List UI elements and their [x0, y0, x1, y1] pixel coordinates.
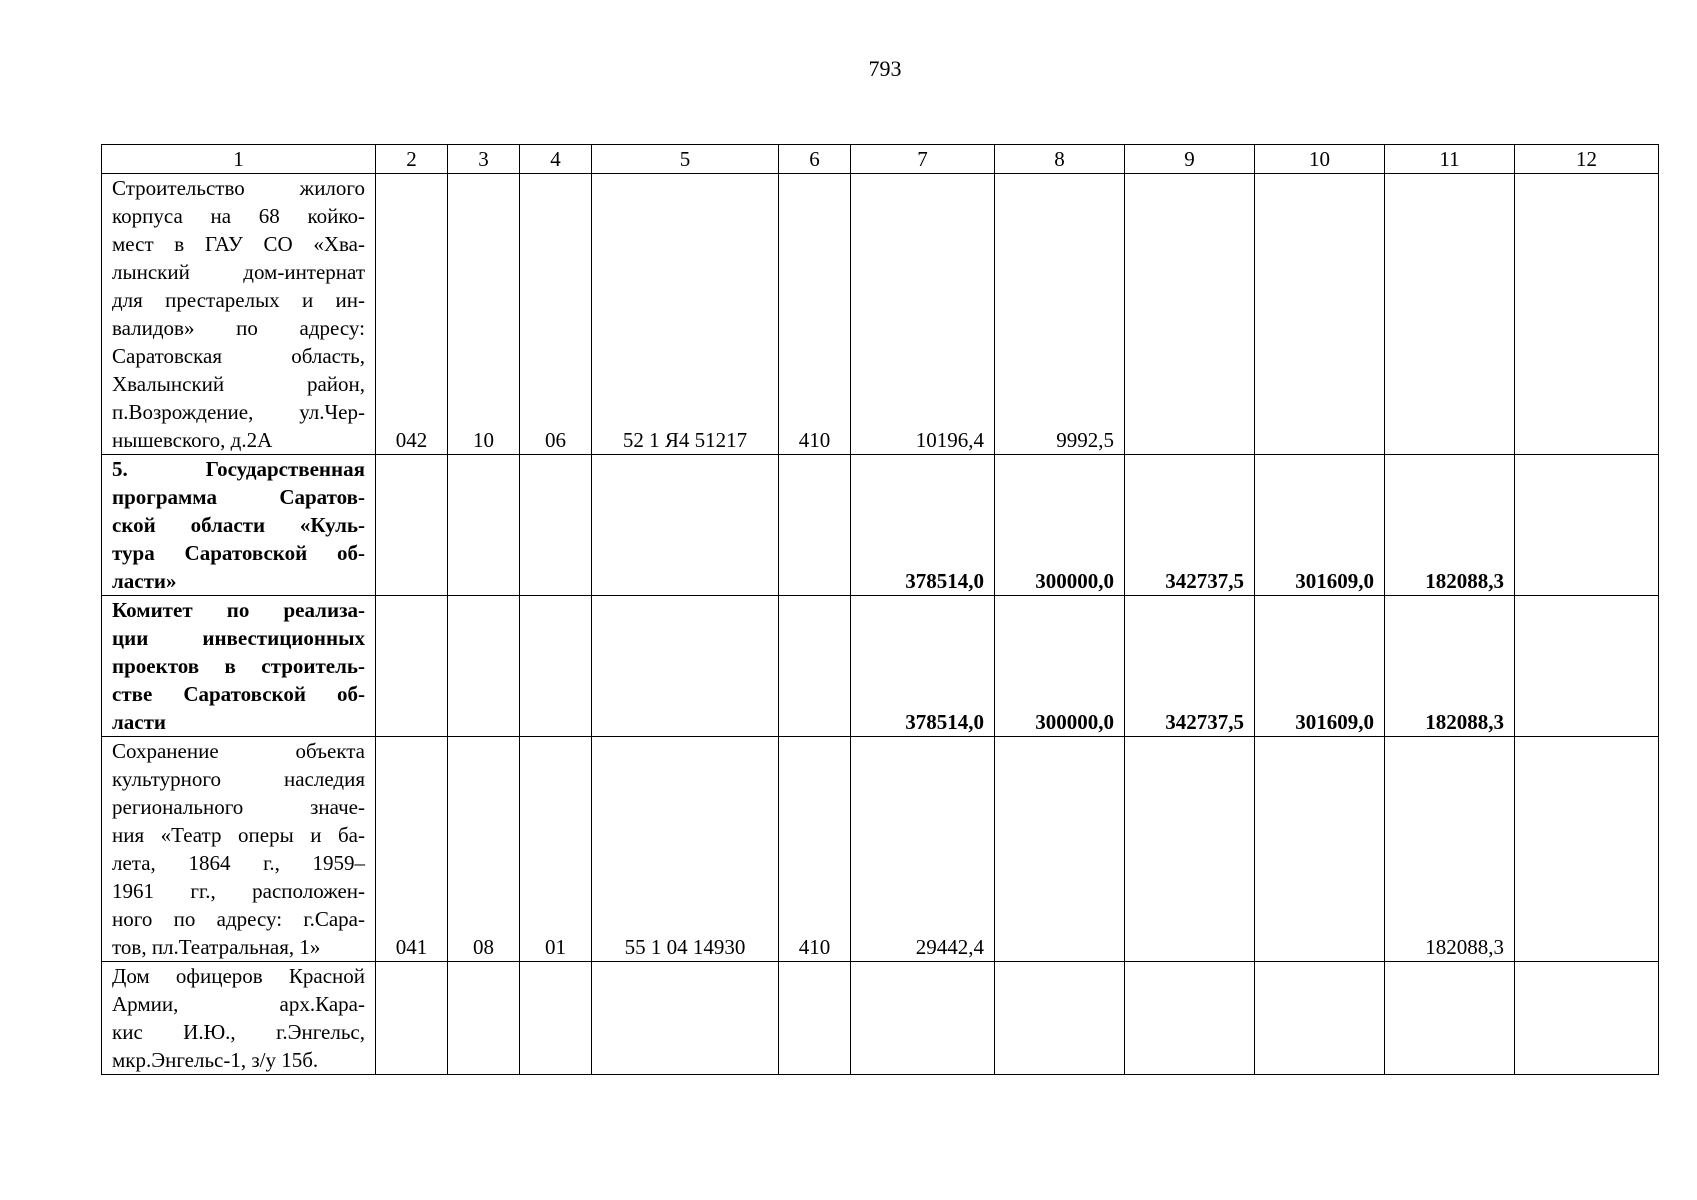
table-header-row [102, 145, 1659, 174]
amount-cell-c9: 342737,5 [1125, 455, 1255, 596]
code-cell-c2 [376, 596, 448, 737]
amount-cell-c8 [995, 962, 1125, 1075]
row-name-cell [102, 737, 376, 962]
code-cell-c5: 55 1 04 14930 [592, 737, 779, 962]
row-name-line: стве Саратовской об- [112, 682, 365, 706]
amount-cell-c8: 300000,0 [995, 455, 1125, 596]
amount-cell-c8: 9992,5 [995, 174, 1125, 455]
row-name-line: Сохранение объекта [112, 739, 365, 763]
amount-cell-c12 [1515, 596, 1659, 737]
table-row [102, 962, 1659, 1075]
code-cell-c2: 042 [376, 174, 448, 455]
amount-cell-c12 [1515, 455, 1659, 596]
amount-cell-c9 [1125, 174, 1255, 455]
row-name-line: Армии, арх.Кара- [112, 992, 365, 1016]
row-name-line: ласти [112, 710, 167, 734]
amount-cell-c9: 342737,5 [1125, 596, 1255, 737]
row-name-line: нышевского, д.2А [112, 428, 273, 452]
budget-table [101, 144, 1659, 1075]
row-name-line: ния «Театр оперы и ба- [112, 823, 365, 847]
table-body [102, 174, 1659, 1075]
column-header: 6 [779, 145, 851, 174]
code-cell-c6: 410 [779, 174, 851, 455]
row-name-line: тов, пл.Театральная, 1» [112, 935, 321, 959]
code-cell-c3 [448, 455, 520, 596]
row-name-line: 5. Государственная [112, 457, 365, 481]
amount-cell-c7: 10196,4 [851, 174, 995, 455]
amount-cell-c10 [1255, 737, 1385, 962]
row-name-line: мкр.Энгельс-1, з/у 15б. [112, 1048, 319, 1072]
row-name-line: программа Саратов- [112, 485, 365, 509]
row-name-line: ласти» [112, 569, 177, 593]
amount-cell-c8 [995, 737, 1125, 962]
table-row [102, 596, 1659, 737]
code-cell-c4: 01 [520, 737, 592, 962]
amount-cell-c7: 378514,0 [851, 455, 995, 596]
amount-cell-c11 [1385, 174, 1515, 455]
row-name-cell [102, 596, 376, 737]
column-header: 1 [102, 145, 376, 174]
amount-cell-c7: 29442,4 [851, 737, 995, 962]
row-name-line: ного по адресу: г.Сара- [112, 907, 365, 931]
code-cell-c4 [520, 962, 592, 1075]
code-cell-c2 [376, 962, 448, 1075]
row-name-line: лынский дом-интернат [112, 260, 365, 284]
amount-cell-c11 [1385, 962, 1515, 1075]
row-name-line: Комитет по реализа- [112, 598, 365, 622]
row-name-line: Строительство жилого [112, 176, 365, 200]
amount-cell-c10 [1255, 962, 1385, 1075]
row-name-cell [102, 455, 376, 596]
row-name-line: мест в ГАУ СО «Хва- [112, 232, 365, 256]
row-name-line: тура Саратовской об- [112, 541, 365, 565]
row-name-line: Саратовская область, [112, 344, 365, 368]
column-header: 3 [448, 145, 520, 174]
code-cell-c4 [520, 596, 592, 737]
amount-cell-c7 [851, 962, 995, 1075]
amount-cell-c12 [1515, 737, 1659, 962]
amount-cell-c11: 182088,3 [1385, 596, 1515, 737]
row-name-line: корпуса на 68 койко- [112, 204, 365, 228]
code-cell-c6 [779, 962, 851, 1075]
code-cell-c5 [592, 455, 779, 596]
page-number: 793 [868, 56, 902, 81]
column-header: 7 [851, 145, 995, 174]
table-row [102, 737, 1659, 962]
column-header: 8 [995, 145, 1125, 174]
column-header: 10 [1255, 145, 1385, 174]
row-name-line: проектов в строитель- [112, 654, 365, 678]
amount-cell-c11: 182088,3 [1385, 455, 1515, 596]
code-cell-c4: 06 [520, 174, 592, 455]
amount-cell-c11: 182088,3 [1385, 737, 1515, 962]
column-header: 2 [376, 145, 448, 174]
row-name-line: культурного наследия [112, 767, 365, 791]
code-cell-c6: 410 [779, 737, 851, 962]
code-cell-c3 [448, 596, 520, 737]
column-header: 4 [520, 145, 592, 174]
amount-cell-c7: 378514,0 [851, 596, 995, 737]
amount-cell-c8: 300000,0 [995, 596, 1125, 737]
row-name-line: регионального значе- [112, 795, 365, 819]
column-header: 9 [1125, 145, 1255, 174]
amount-cell-c12 [1515, 962, 1659, 1075]
code-cell-c3: 10 [448, 174, 520, 455]
code-cell-c4 [520, 455, 592, 596]
amount-cell-c12 [1515, 174, 1659, 455]
column-header: 12 [1515, 145, 1659, 174]
row-name-cell [102, 962, 376, 1075]
code-cell-c2: 041 [376, 737, 448, 962]
table-row [102, 174, 1659, 455]
table-row [102, 455, 1659, 596]
amount-cell-c9 [1125, 737, 1255, 962]
code-cell-c3 [448, 962, 520, 1075]
row-name-line: Дом офицеров Красной [112, 964, 365, 988]
row-name-line: валидов» по адресу: [112, 316, 365, 340]
row-name-line: 1961 гг., расположен- [112, 879, 365, 903]
code-cell-c5: 52 1 Я4 51217 [592, 174, 779, 455]
code-cell-c6 [779, 455, 851, 596]
row-name-line: ской области «Куль- [112, 513, 365, 537]
code-cell-c5 [592, 962, 779, 1075]
amount-cell-c10: 301609,0 [1255, 596, 1385, 737]
code-cell-c3: 08 [448, 737, 520, 962]
row-name-cell [102, 174, 376, 455]
column-header: 5 [592, 145, 779, 174]
amount-cell-c10 [1255, 174, 1385, 455]
row-name-line: ции инвестиционных [112, 626, 365, 650]
code-cell-c6 [779, 596, 851, 737]
row-name-line: п.Возрождение, ул.Чер- [112, 400, 365, 424]
row-name-line: лета, 1864 г., 1959– [112, 851, 365, 875]
row-name-line: кис И.Ю., г.Энгельс, [112, 1020, 365, 1044]
code-cell-c2 [376, 455, 448, 596]
amount-cell-c9 [1125, 962, 1255, 1075]
column-header: 11 [1385, 145, 1515, 174]
amount-cell-c10: 301609,0 [1255, 455, 1385, 596]
row-name-line: для престарелых и ин- [112, 288, 365, 312]
code-cell-c5 [592, 596, 779, 737]
row-name-line: Хвалынский район, [112, 372, 365, 396]
